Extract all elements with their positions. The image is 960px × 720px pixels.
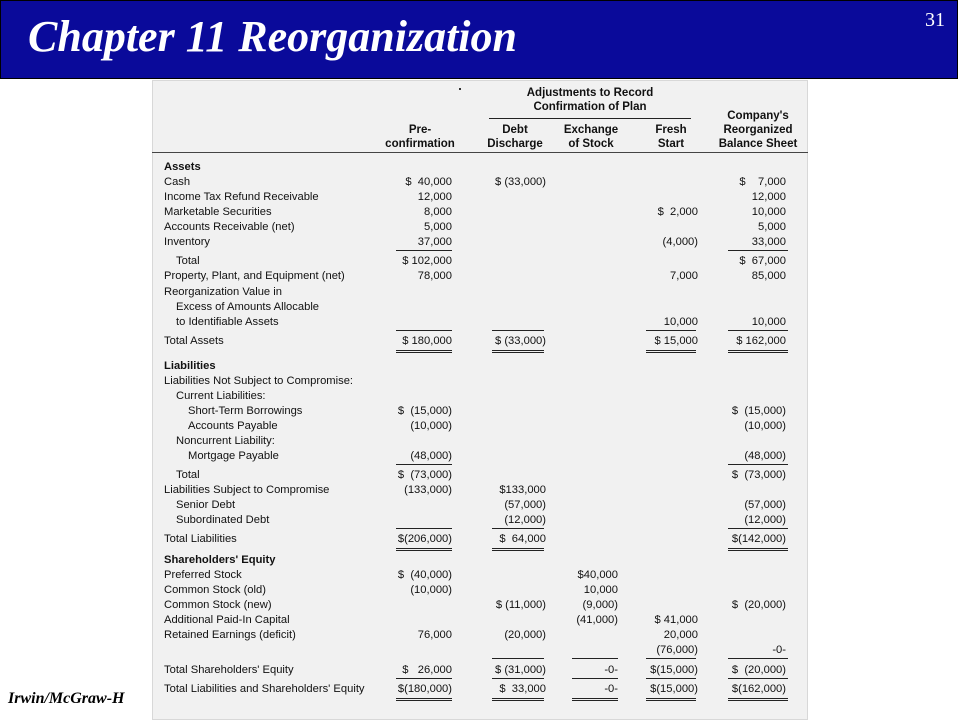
cell-reorganized: $ 67,000 [739,255,786,267]
single-underline [572,678,618,679]
double-underline [572,698,618,701]
single-underline [492,528,544,529]
cell-fresh-start: 10,000 [663,316,698,328]
row-label: Additional Paid-In Capital [164,614,290,626]
row-label: Preferred Stock [164,569,242,581]
cell-exchange-of-stock: $40,000 [577,569,618,581]
footer-publisher: Irwin/McGraw-H [8,690,125,707]
table-row [152,269,808,284]
table-row [152,434,808,449]
cell-preconfirmation: $ 102,000 [402,255,452,267]
cell-preconfirmation: $ 180,000 [402,335,452,347]
cell-preconfirmation: $ (40,000) [397,569,452,581]
slide-number: 31 [925,9,945,31]
row-label: Mortgage Payable [188,450,279,462]
table-row [152,643,808,658]
title-bar [0,0,958,79]
double-underline [728,350,788,353]
table-row [152,553,808,568]
row-label: Total Liabilities [164,533,237,545]
single-underline [396,528,452,529]
table-row [152,404,808,419]
single-underline [396,678,452,679]
row-label: Liabilities [164,360,216,372]
cell-preconfirmation: 78,000 [417,270,452,282]
double-underline [492,350,544,353]
row-label: Total Shareholders' Equity [164,664,294,676]
table-row [152,334,808,349]
cell-reorganized: $ 7,000 [739,176,786,188]
table-row [152,483,808,498]
col-header-preconfirmation: Pre- confirmation [385,124,455,150]
cell-exchange-of-stock: -0- [604,664,618,676]
table-row [152,663,808,678]
table-row [152,449,808,464]
single-underline [572,658,618,659]
single-underline [728,678,788,679]
cell-fresh-start: $(15,000) [650,664,698,676]
row-label: Total [176,469,200,481]
cell-fresh-start: 20,000 [663,629,698,641]
cell-exchange-of-stock: -0- [604,683,618,695]
cell-exchange-of-stock: (41,000) [576,614,618,626]
scan-speck [459,88,461,90]
table-row [152,598,808,613]
cell-preconfirmation: 5,000 [424,221,452,233]
col-header-debt-discharge: Debt Discharge [487,124,543,150]
row-label: Noncurrent Liability: [176,435,275,447]
cell-preconfirmation: $ 26,000 [402,664,452,676]
row-label: Accounts Payable [188,420,278,432]
table-row [152,513,808,528]
double-underline [492,698,544,701]
cell-exchange-of-stock: (9,000) [582,599,618,611]
cell-reorganized: $ (73,000) [731,469,786,481]
cell-preconfirmation: 37,000 [417,236,452,248]
cell-reorganized: $(162,000) [731,683,786,695]
table-row [152,568,808,583]
single-underline [492,678,544,679]
double-underline [728,548,788,551]
single-underline [728,464,788,465]
row-label: Shareholders' Equity [164,554,276,566]
cell-debt-discharge: $133,000 [499,484,546,496]
row-label: Accounts Receivable (net) [164,221,295,233]
col-header-exchange-of-stock: Exchange of Stock [563,124,619,150]
table-row [152,374,808,389]
table-row [152,285,808,300]
row-label: Total Liabilities and Shareholders' Equity [164,683,365,695]
row-label: Retained Earnings (deficit) [164,629,296,641]
single-underline [396,330,452,331]
single-underline [646,330,696,331]
double-underline [646,350,696,353]
cell-debt-discharge: $ 64,000 [499,533,546,545]
cell-preconfirmation: 8,000 [424,206,452,218]
row-label: Assets [164,161,201,173]
double-underline [492,548,544,551]
table-row [152,468,808,483]
table-row [152,235,808,250]
cell-debt-discharge: $ (33,000) [495,176,546,188]
table-row [152,359,808,374]
cell-fresh-start: (76,000) [656,644,698,656]
cell-reorganized: (12,000) [744,514,786,526]
cell-fresh-start: $(15,000) [650,683,698,695]
row-label: Liabilities Subject to Compromise [164,484,330,496]
cell-fresh-start: $ 15,000 [654,335,698,347]
cell-reorganized: -0- [772,644,786,656]
row-label: Senior Debt [176,499,236,511]
cell-debt-discharge: (57,000) [504,499,546,511]
cell-preconfirmation: $ (15,000) [397,405,452,417]
row-label: Subordinated Debt [176,514,270,526]
row-label: Common Stock (old) [164,584,266,596]
cell-preconfirmation: (10,000) [410,584,452,596]
table-row [152,583,808,598]
single-underline [728,658,788,659]
table-row [152,160,808,175]
cell-reorganized: 10,000 [751,206,786,218]
cell-preconfirmation: (133,000) [404,484,452,496]
single-underline [396,464,452,465]
double-underline [396,698,452,701]
row-label: Marketable Securities [164,206,272,218]
single-underline [492,330,544,331]
cell-preconfirmation: (48,000) [410,450,452,462]
cell-debt-discharge: $ (31,000) [495,664,546,676]
cell-preconfirmation: (10,000) [410,420,452,432]
cell-reorganized: $(142,000) [731,533,786,545]
row-label: Common Stock (new) [164,599,272,611]
row-label: Total Assets [164,335,224,347]
header-divider [152,152,808,153]
cell-debt-discharge: (12,000) [504,514,546,526]
cell-reorganized: $ (15,000) [731,405,786,417]
double-underline [728,698,788,701]
cell-reorganized: (10,000) [744,420,786,432]
row-label: Total [176,255,200,267]
table-row [152,498,808,513]
single-underline [396,250,452,251]
cell-reorganized: $ 162,000 [736,335,786,347]
table-row [152,532,808,547]
single-underline [646,678,696,679]
table-row [152,315,808,330]
cell-preconfirmation: $(180,000) [397,683,452,695]
single-underline [728,528,788,529]
row-label: to Identifiable Assets [176,316,279,328]
table-row [152,190,808,205]
row-label: Income Tax Refund Receivable [164,191,319,203]
cell-debt-discharge: $ (11,000) [495,599,546,611]
table-row [152,300,808,315]
row-label: Liabilities Not Subject to Compromise: [164,375,354,387]
group-header-rule [489,118,691,119]
cell-reorganized: $ (20,000) [731,664,786,676]
table-row [152,175,808,190]
table-row [152,389,808,404]
cell-reorganized: 12,000 [751,191,786,203]
row-label: Property, Plant, and Equipment (net) [164,270,345,282]
cell-fresh-start: 7,000 [670,270,698,282]
cell-preconfirmation: 12,000 [417,191,452,203]
balance-sheet-scan [152,80,808,720]
table-row [152,254,808,269]
cell-fresh-start: (4,000) [662,236,698,248]
cell-preconfirmation: $(206,000) [397,533,452,545]
adjustments-group-header: Adjustments to Record Confirmation of Plan [526,87,654,113]
row-label: Cash [164,176,191,188]
double-underline [396,548,452,551]
table-row [152,613,808,628]
row-label: Inventory [164,236,211,248]
row-label: Current Liabilities: [176,390,266,402]
row-label: Short-Term Borrowings [188,405,303,417]
cell-reorganized: (48,000) [744,450,786,462]
table-row [152,419,808,434]
single-underline [728,250,788,251]
table-row [152,682,808,697]
cell-preconfirmation: $ 40,000 [405,176,452,188]
double-underline [646,698,696,701]
table-row [152,205,808,220]
double-underline [396,350,452,353]
cell-debt-discharge: (20,000) [504,629,546,641]
single-underline [646,658,696,659]
single-underline [728,330,788,331]
slide-title: Chapter 11 Reorganization [28,12,518,61]
single-underline [492,658,544,659]
row-label: Reorganization Value in [164,286,282,298]
cell-reorganized: 5,000 [758,221,786,233]
col-header-reorganized-balance-sheet: Company's Reorganized Balance Sheet [718,110,798,150]
cell-reorganized: 10,000 [751,316,786,328]
table-row [152,628,808,643]
cell-reorganized: 85,000 [751,270,786,282]
cell-debt-discharge: $ (33,000) [495,335,546,347]
col-header-fresh-start: Fresh Start [655,124,687,150]
cell-reorganized: 33,000 [751,236,786,248]
cell-fresh-start: $ 41,000 [654,614,698,626]
cell-reorganized: (57,000) [744,499,786,511]
table-row [152,220,808,235]
cell-preconfirmation: $ (73,000) [397,469,452,481]
cell-exchange-of-stock: 10,000 [583,584,618,596]
row-label: Excess of Amounts Allocable [176,301,320,313]
cell-debt-discharge: $ 33,000 [499,683,546,695]
cell-reorganized: $ (20,000) [731,599,786,611]
cell-preconfirmation: 76,000 [417,629,452,641]
cell-fresh-start: $ 2,000 [657,206,698,218]
